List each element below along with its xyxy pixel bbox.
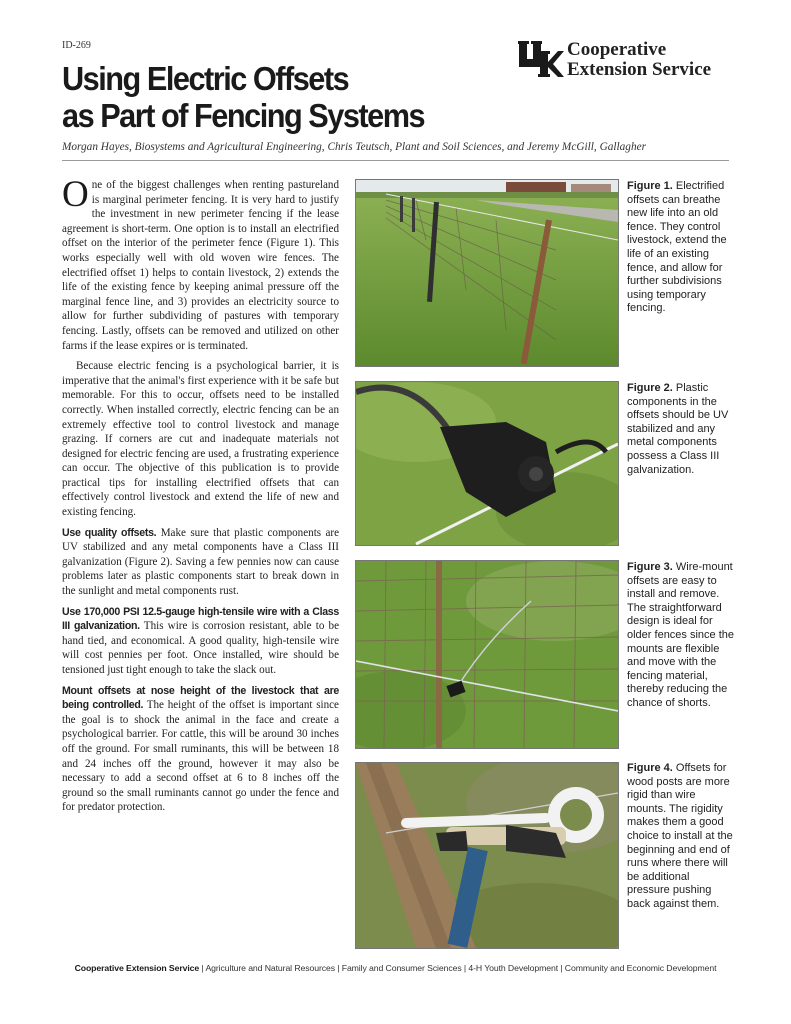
intro-paragraph (62, 174, 339, 353)
wire-mount-offset-image (356, 561, 618, 748)
figure-4-photo (355, 762, 619, 949)
extension-logo (518, 40, 733, 82)
intro-text: ne of the biggest challenges when renting pastureland is marginal perimeter fencing. It is very hard to justify the investment in new perimeter fencing if the lease agreement is short-term. One option is to install an electrified offset on the interior of the perimeter fence (Figure 1). This works especially well with old woven wire fences. The electrified offset 1) helps to contain livestock, 2) extends the life of the existing fence by keeping animal pressure off the marginal fence line, and 3) provides an electricity source to allow for further subdividing of pastures with temporary fencing. Lastly, offsets can be removed and utilized on other farms if the lease expires or is terminated. (62, 179, 339, 352)
figure-label: Figure 3. (627, 561, 673, 573)
body-column (62, 174, 339, 821)
section-quality-offsets (62, 526, 339, 599)
title-line-1: Using Electric Offsets (62, 60, 349, 97)
section-heading: Mount offsets at nose height of the livestock that are being controlled. (62, 684, 339, 712)
fence-line-image (356, 180, 618, 366)
title-line-2: as Part of Fencing Systems (62, 97, 425, 134)
section-text: This wire is corrosion resistant, able to be hand tied, and economical. A good quality, high-tensile wire will cost pennies per foot. Once installed, wire should be tensioned just tight enough to take the slack out. (62, 620, 339, 676)
figure-label: Figure 4. (627, 762, 673, 774)
figure-text: Offsets for wood posts are more rigid than wire mounts. The rigidity makes them a good choice to install at the beginning and end of runs where there will be additional pressure pushing back against them. (627, 762, 733, 910)
figure-text: Electrified offsets can breathe new life into an old fence. They control livestock, extend the life of an existing fence, and allow for further subdivisions using temporary fencing. (627, 180, 727, 315)
figure-label: Figure 2. (627, 382, 673, 394)
section-heading: Use quality offsets. (62, 526, 157, 539)
page-footer (0, 963, 791, 973)
logo-line-1: Cooperative (567, 39, 667, 60)
drop-cap: O (62, 174, 89, 215)
figure-text: Wire-mount offsets are easy to install and remove. The straightforward design is ideal for older fences since the mounts are flexible and move with the fencing material, thereby reducing the chance of shorts. (627, 561, 735, 709)
page-title (62, 60, 471, 134)
document-id: ID-269 (62, 40, 91, 51)
figure-label: Figure 1. (627, 180, 673, 192)
logo-wordmark (567, 40, 711, 80)
paragraph-2: Because electric fencing is a psychological barrier, it is imperative that the animal's first experience with it be safe but memorable. For this to occur, offsets need to be installed correctly. When installed correctly, electric fencing can be an extremely effective tool to control livestock and manage grazing. If corners are cut and inadequate materials not designed for electric fencing are used, a frustrating experience can occur. The objective of this publication is to provide practical tips for installing electrified offsets that can effectively control livestock and extend the life of new and existing fencing. (62, 360, 339, 519)
section-high-tensile-wire (62, 605, 339, 678)
author-line: Morgan Hayes, Biosystems and Agricultural Engineering, Chris Teutsch, Plant and Soil Sciences, and Jeremy McGill, Gallagher (62, 141, 647, 153)
header-divider (62, 160, 729, 161)
section-text: The height of the offset is important since the goal is to shock the animal in the face and create a psychological barrier. For cattle, this will be around 30 inches off the ground. For small ruminants, this will be between 18 and 24 inches off the ground, however it may also be necessary to add a second offset at 6 to 8 inches off the ground so the small ruminants cannot go under the fence and for predator protection. (62, 699, 339, 814)
logo-line-2: Extension Service (567, 59, 712, 80)
uk-logo-icon (518, 40, 564, 78)
figure-text: Plastic components in the offsets should be UV stabilized and any metal components possess a Class III galvanization. (627, 382, 729, 476)
footer-programs: | Agriculture and Natural Resources | Family and Consumer Sciences | 4-H Youth Development | Community and Economic Development (199, 963, 717, 973)
figure-3-caption (627, 561, 735, 711)
section-nose-height (62, 684, 339, 815)
figure-3-photo (355, 560, 619, 749)
wood-post-offset-image (356, 763, 618, 948)
figure-4-caption (627, 762, 735, 912)
figure-2-photo (355, 381, 619, 546)
offset-insulator-image (356, 382, 618, 545)
figure-2-caption (627, 382, 735, 477)
footer-org: Cooperative Extension Service (74, 963, 200, 973)
section-text: Make sure that plastic components are UV stabilized and any metal components have a Class III galvanization (Figure 2). Saving a few pennies now can cause problems later as plastic components start to break down in the sunlight and metal components rust. (62, 526, 339, 598)
figure-1-caption (627, 180, 735, 316)
section-heading: Use 170,000 PSI 12.5-gauge high-tensile wire with a Class III galvanization. (62, 605, 339, 633)
figure-1-photo (355, 179, 619, 367)
